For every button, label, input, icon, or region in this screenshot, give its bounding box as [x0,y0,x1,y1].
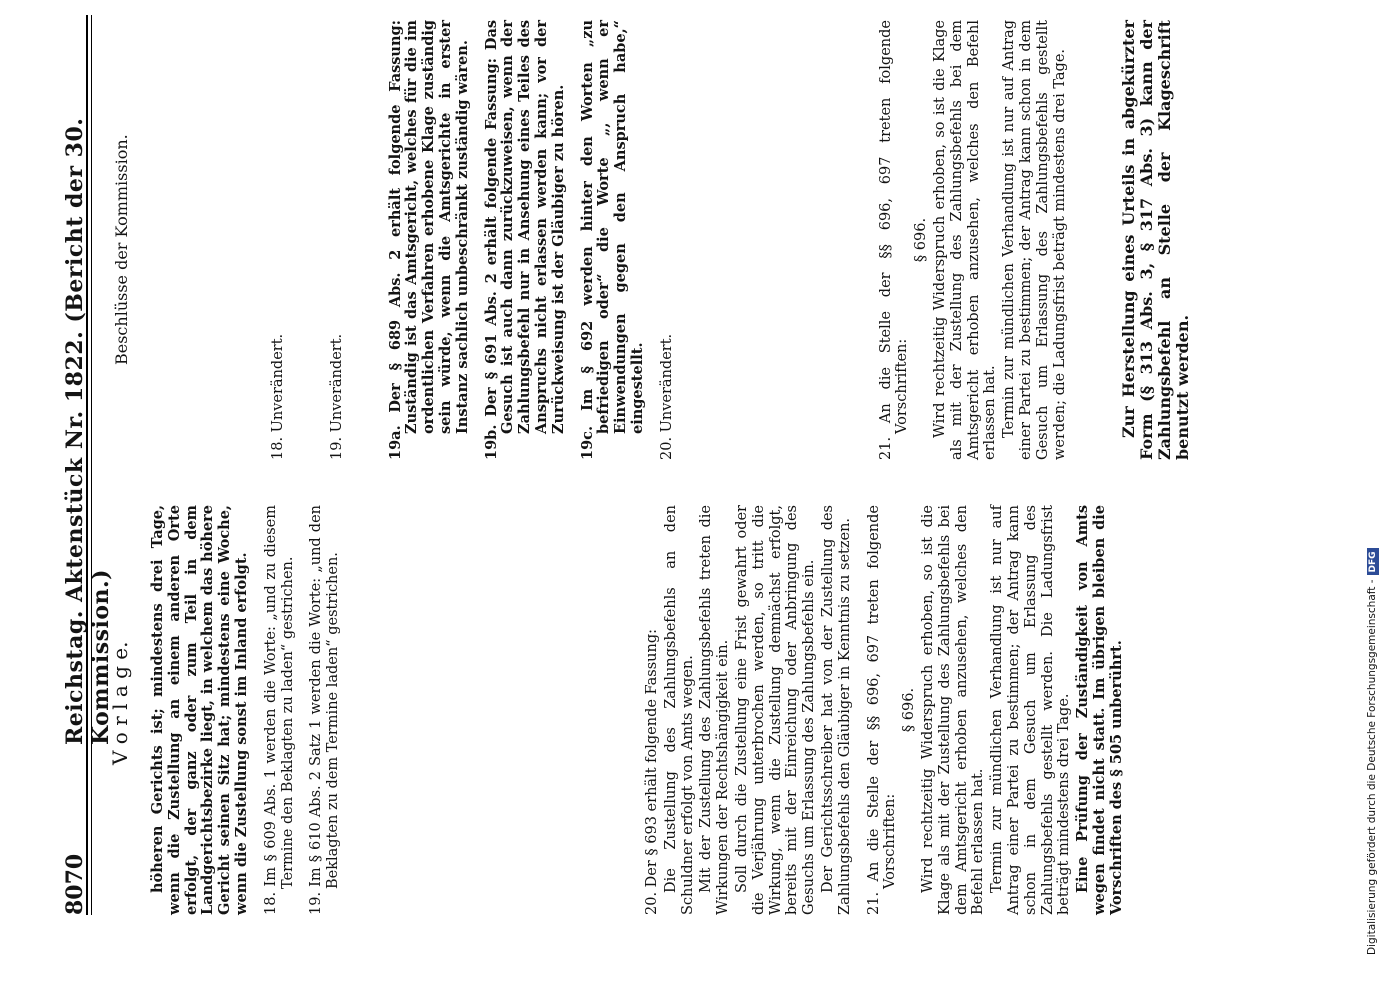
page-title: Reichstag. Aktenstück Nr. 1822. (Bericht der 30. Kommission.) [62,117,114,745]
header-rule [86,15,92,915]
right-item-20: 20. Unverändert. [658,333,675,460]
left-item-21-para-c: Eine Prüfung der Zuständigkeit von Amts wegen findet nicht statt. Im übrigen bleiben die Vorschriften des § 505 unberührt. [1074,505,1125,915]
right-column-heading: Beschlüsse der Kommission. [112,134,131,365]
right-item-21-para-a: Wird rechtzeitig Widerspruch erhoben, so ist die Klage als mit der Zustellung des Zahlungsbefehls bei dem Amtsgericht erhoben anzusehen, welches den Befehl erlassen hat. [931,20,999,460]
right-item-21-para-c: Zur Herstellung eines Urteils in abgekürzter Form (§ 313 Abs. 3, § 317 Abs. 3) kann der Zahlungsbefehl an Stelle der Klageschrift benutzt werden. [1119,20,1193,460]
left-item-20-para-d: Der Gerichtsschreiber hat von der Zustellung des Zahlungsbefehls den Gläubiger in Kenntnis zu setzen. [819,505,853,915]
right-section-696: § 696. [913,217,930,263]
left-item-21-para-a: Wird rechtzeitig Widerspruch erhoben, so ist die Klage als mit der Zustellung des Zahlungsbefehls bei dem Amtsgericht erhoben anzusehen, welches den Befehl erlassen hat. [919,505,987,915]
left-item-20: 20. Der § 693 erhält folgende Fassung: [643,629,660,915]
right-item-19a: 19a. Der § 689 Abs. 2 erhält folgende Fassung: Zuständig ist das Amtsgericht, welches für die im ordentlichen Verfahren erhobene Klage zuständig sein würde, wenn die Amtsgerichte in erster Instanz sachlich unbeschränkt zuständig wären. [386,20,471,460]
left-item-20-para-c: Soll durch die Zustellung eine Frist gewahrt oder die Verjährung unterbrochen werden, so tritt die Wirkung, wenn die Zustellung demnächst erfolgt, bereits mit der Einreichung oder Anbringung des Gesuchs um Erlassung des Zahlungsbefehls ein. [733,505,818,915]
right-item-19c: 19c. Im § 692 werden hinter den Worten „zu befriedigen oder“ die Worte „, wenn er Einwendungen gegen den Anspruch habe,“ eingestellt. [578,20,646,460]
left-paragraph-continuation: höheren Gerichts ist; mindestens drei Tage, wenn die Zustellung an einem anderen Orte erfolgt, der ganz oder zum Teil in dem Landgerichtsbezirke liegt, in welchem das höhere Gericht seinen Sitz hat; mindestens eine Woche, wenn die Zustellung sonst im Inland erfolgt. [149,505,250,915]
left-item-21-para-b: Termin zur mündlichen Verhandlung ist nur auf Antrag einer Partei zu bestimmen; der Antrag kann schon in dem Gesuch um Erlassung des Zahlungsbefehls gestellt werden. Die Ladungsfrist beträgt mindestens drei Tage. [989,505,1073,915]
right-item-18: 18. Unverändert. [270,333,286,460]
right-column [270,20,1194,460]
left-item-21: 21. An die Stelle der §§ 696, 697 treten folgende Vorschriften: [865,505,899,915]
right-item-21: 21. An die Stelle der §§ 696, 697 treten folgende Vorschriften: [877,20,911,460]
page-header [62,5,114,925]
right-item-21-para-b: Termin zur mündlichen Verhandlung ist nur auf Antrag einer Partei zu bestimmen; der Antrag kann schon in dem Gesuch um Erlassung des Zahlungsbefehls gestellt werden; die Ladungsfrist beträgt mindestens drei Tage. [1001,20,1068,460]
page-number: 8070 [62,853,88,915]
digitization-credit [1366,548,1379,955]
dfg-logo: DFG [1367,548,1379,575]
left-item-20-para-b: Mit der Zustellung des Zahlungsbefehls treten die Wirkungen der Rechtshängigkeit ein. [698,505,732,915]
left-item-18: 18. Im § 609 Abs. 1 werden die Worte: „und zu diesem Termine den Beklagten zu laden“ gestrichen. [262,505,296,915]
left-item-19: 19. Im § 610 Abs. 2 Satz 1 werden die Worte: „und den Beklagten zu dem Termine laden“ gestrichen. [308,505,342,915]
left-item-20-para-a: Die Zustellung des Zahlungsbefehls an den Schuldner erfolgt von Amts wegen. [662,505,696,915]
left-column-heading: V o r l a g e. [108,641,132,765]
right-item-19b: 19b. Der § 691 Abs. 2 erhält folgende Fassung: Das Gesuch ist auch dann zurückzuweisen, wenn der Zahlungsbefehl nur in Ansehung eines Teiles des Anspruchs nicht erlassen werden kann; vor der Zurückweisung ist der Gläubiger zu hören. [482,20,567,460]
left-section-696: § 696. [901,687,918,733]
left-column [150,505,1127,915]
rotated-page [0,5,1383,925]
credit-text: Digitalisierung gefördert durch die Deutsche Forschungsgemeinschaft - [1366,579,1378,955]
right-item-19: 19. Unverändert. [328,333,345,460]
